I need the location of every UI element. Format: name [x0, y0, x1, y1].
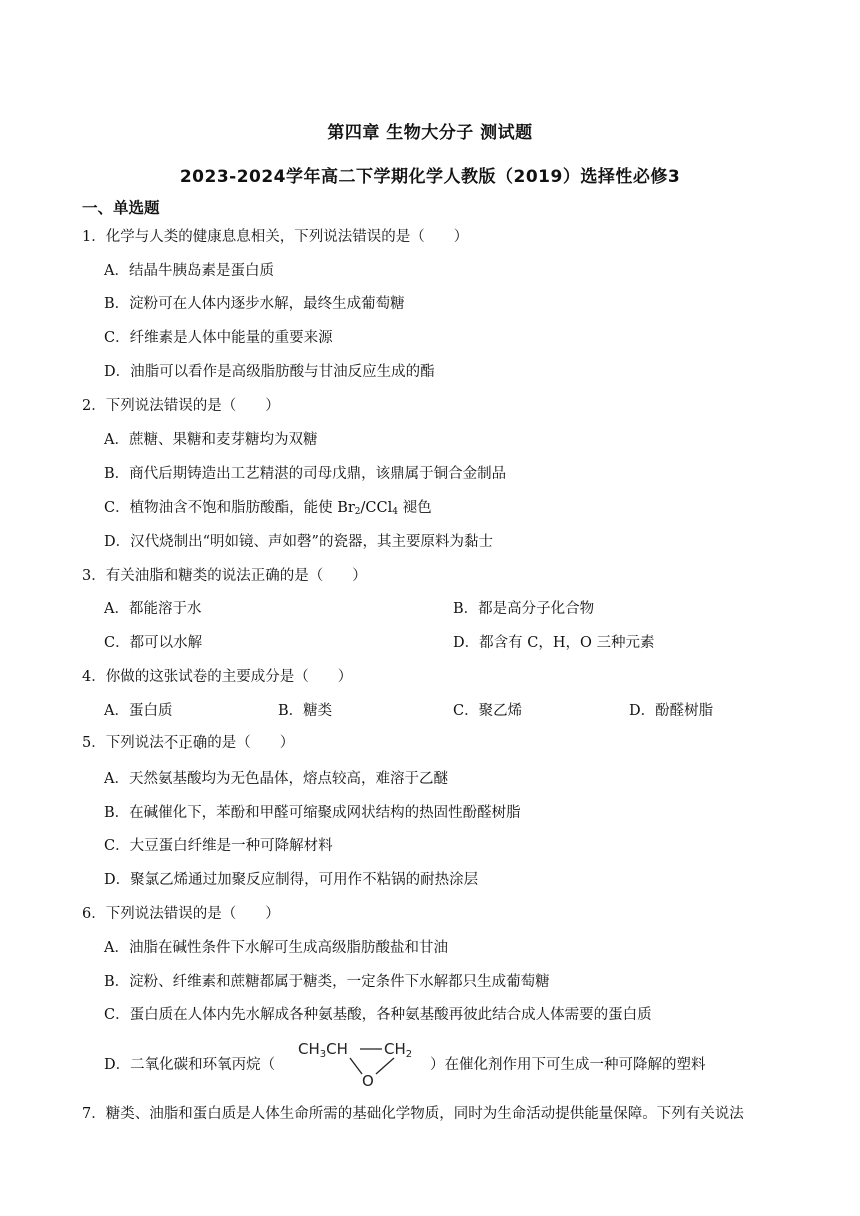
emphasized-char: 确 [192, 735, 208, 751]
bond-line [376, 1058, 394, 1074]
stem-text: 的是（ ） [207, 735, 295, 751]
emphasized-char: 正 [178, 735, 193, 751]
question-4-option-b: B．糖类 [278, 703, 333, 719]
exam-subtitle: 2023-2024学年高二下学期化学人教版（2019）选择性必修3 [179, 167, 681, 187]
question-3-option-b: B．都是高分子化合物 [453, 601, 595, 617]
question-1-stem: 1．化学与人类的健康息息相关，下列说法错误的是（ ） [82, 229, 469, 245]
option-c-text: 褪色 [397, 500, 432, 516]
question-1-option-c: C．纤维素是人体中能量的重要来源 [104, 330, 333, 346]
question-1-option-b: B．淀粉可在人体内逐步水解，最终生成葡萄糖 [104, 296, 405, 312]
question-3-option-c: C．都可以水解 [104, 635, 203, 651]
exam-title: 第四章 生物大分子 测试题 [327, 123, 533, 143]
formula-left: $CH_3CH$ [298, 1040, 348, 1060]
formula-right: $CH_2$ [384, 1040, 413, 1060]
question-4-option-a: A．蛋白质 [104, 703, 173, 719]
question-6-option-a: A．油脂在碱性条件下水解可生成高级脂肪酸盐和甘油 [104, 940, 448, 956]
question-2-option-b: B．商代后期铸造出工艺精湛的司母戊鼎，该鼎属于铜合金制品 [104, 466, 507, 482]
question-1-option-d: D．油脂可以看作是高级脂肪酸与甘油反应生成的酯 [104, 364, 435, 380]
question-6-option-d-suffix: ）在催化剂作用下可生成一种可降解的塑料 [430, 1057, 706, 1073]
section-heading: 一、单选题 [82, 199, 160, 217]
question-7-stem: 7．糖类、油脂和蛋白质是人体生命所需的基础化学物质，同时为生命活动提供能量保障。下列有关说法 [82, 1106, 744, 1122]
question-4-option-c: C．聚乙烯 [453, 703, 523, 719]
question-6-stem: 6．下列说法错误的是（ ） [82, 906, 280, 922]
question-2-stem: 2．下列说法错误的是（ ） [82, 398, 280, 414]
question-5-option-b: B．在碱催化下，苯酚和甲醛可缩聚成网状结构的热固性酚醛树脂 [104, 805, 521, 821]
question-4-option-d: D．酚醛树脂 [629, 703, 714, 719]
subscript: 2 [354, 507, 361, 517]
option-c-text: C．植物油含不饱和脂肪酸酯，能使 Br [104, 500, 355, 516]
question-6-option-d-prefix: D．二氧化碳和环氧丙烷（ [104, 1057, 276, 1073]
question-3-option-a: A．都能溶于水 [104, 601, 202, 617]
question-5-option-d: D．聚氯乙烯通过加聚反应制得，可用作不粘锅的耐热涂层 [104, 872, 479, 888]
subscript: 4 [392, 507, 398, 517]
question-2-option-d: D．汉代烧制出“明如镜、声如磬”的瓷器，其主要原料为黏士 [104, 534, 493, 550]
propylene-oxide-structure [296, 1036, 426, 1088]
question-4-stem: 4．你做的这张试卷的主要成分是（ ） [82, 669, 353, 685]
question-5-option-c: C．大豆蛋白纤维是一种可降解材料 [104, 838, 333, 854]
question-2-option-c [104, 496, 432, 517]
emphasized-char: 不 [163, 735, 179, 751]
question-3-option-d: D．都含有 C，H，O 三种元素 [453, 635, 655, 651]
question-5-stem [82, 731, 294, 752]
option-c-text: /CCl [360, 500, 393, 516]
question-3-stem: 3．有关油脂和糖类的说法正确的是（ ） [82, 568, 367, 584]
bond-line [350, 1058, 362, 1074]
question-2-option-a: A．蔗糖、果糖和麦芽糖均为双糖 [104, 432, 318, 448]
question-1-option-a: A．结晶牛胰岛素是蛋白质 [104, 263, 274, 279]
question-5-option-a: A．天然氨基酸均为无色晶体，熔点较高，难溶于乙醚 [104, 771, 448, 787]
stem-text: 5．下列说法 [82, 735, 164, 751]
question-6-option-c: C．蛋白质在人体内先水解成各种氨基酸，各种氨基酸再彼此结合成人体需要的蛋白质 [104, 1007, 652, 1023]
question-6-option-b: B．淀粉、纤维素和蔗糖都属于糖类，一定条件下水解都只生成葡萄糖 [104, 974, 550, 990]
formula-oxygen: O [362, 1072, 374, 1088]
